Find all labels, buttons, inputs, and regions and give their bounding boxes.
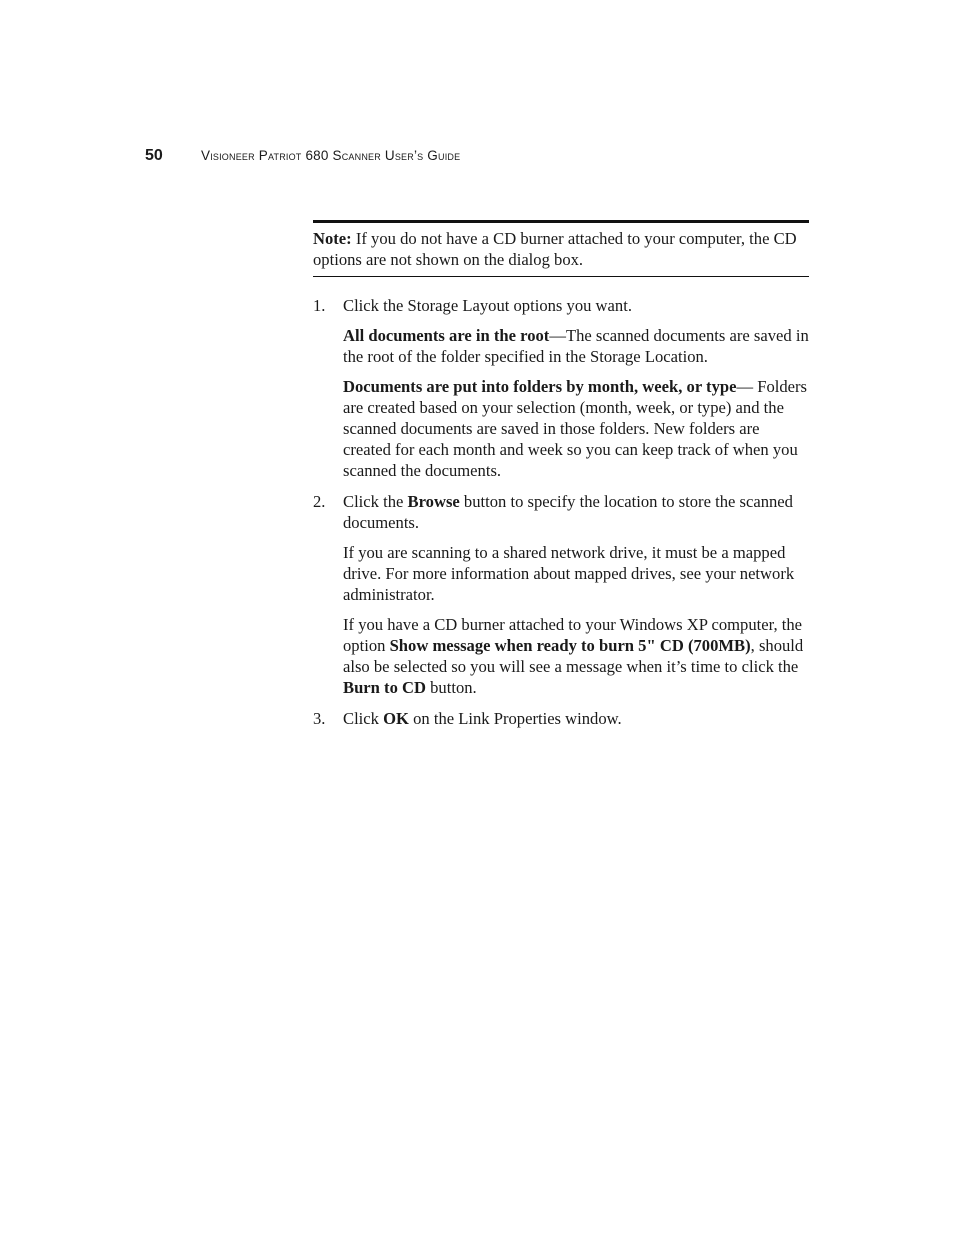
step-2-text-b: button to specify the location to store the scanned documents. xyxy=(343,492,793,532)
option-root: All documents are in the root xyxy=(343,326,550,345)
step-detail xyxy=(343,376,809,481)
note-label: Note: xyxy=(313,229,352,248)
ok-label: OK xyxy=(383,709,409,728)
option-show-message: Show message when ready to burn 5" CD (700MB) xyxy=(389,636,751,655)
step-number: 2. xyxy=(313,492,326,511)
step-1 xyxy=(313,295,809,481)
main-content xyxy=(313,220,809,739)
note-box xyxy=(313,220,809,277)
step-text xyxy=(343,708,809,729)
detail-text-c: button. xyxy=(425,678,477,697)
step-number: 3. xyxy=(313,709,326,728)
step-3-text-b: on the Link Properties window. xyxy=(408,709,622,728)
running-title: Visioneer Patriot 680 Scanner User’s Guide xyxy=(201,148,461,163)
steps-list xyxy=(313,295,809,729)
option-folders: Documents are put into folders by month, week, or type xyxy=(343,377,737,396)
page-header xyxy=(145,147,460,165)
detail-text-b: , should also be selected so you will see a message when it’s time to click the xyxy=(343,636,804,676)
note-text: If you do not have a CD burner attached to your computer, the CD options are not shown on the dialog box. xyxy=(313,229,797,269)
option-root-desc: —The scanned documents are saved in the root of the folder specified in the Storage Location. xyxy=(343,326,809,366)
step-2 xyxy=(313,491,809,698)
detail-text-a: If you have a CD burner attached to your Windows XP computer, the option xyxy=(343,615,803,655)
step-detail: If you are scanning to a shared network drive, it must be a mapped drive. For more information about mapped drives, see your network administrator. xyxy=(343,543,795,604)
page-number: 50 xyxy=(145,147,163,164)
step-number: 1. xyxy=(313,296,326,315)
step-text xyxy=(343,295,809,316)
step-2-text-a: Click the xyxy=(343,492,408,511)
step-1-text: Click the Storage Layout options you want. xyxy=(343,296,632,315)
step-text xyxy=(343,491,809,533)
step-detail xyxy=(343,614,809,698)
option-folders-desc: — Folders are created based on your selection (month, week, or type) and the scanned documents are saved in those folders. New folders are created for each month and week so you can keep track of when you scanned the documents. xyxy=(343,377,808,480)
step-3-text-a: Click xyxy=(343,709,384,728)
browse-label: Browse xyxy=(407,492,460,511)
step-detail xyxy=(343,325,809,367)
step-3 xyxy=(313,708,809,729)
burn-to-cd-label: Burn to CD xyxy=(343,678,426,697)
